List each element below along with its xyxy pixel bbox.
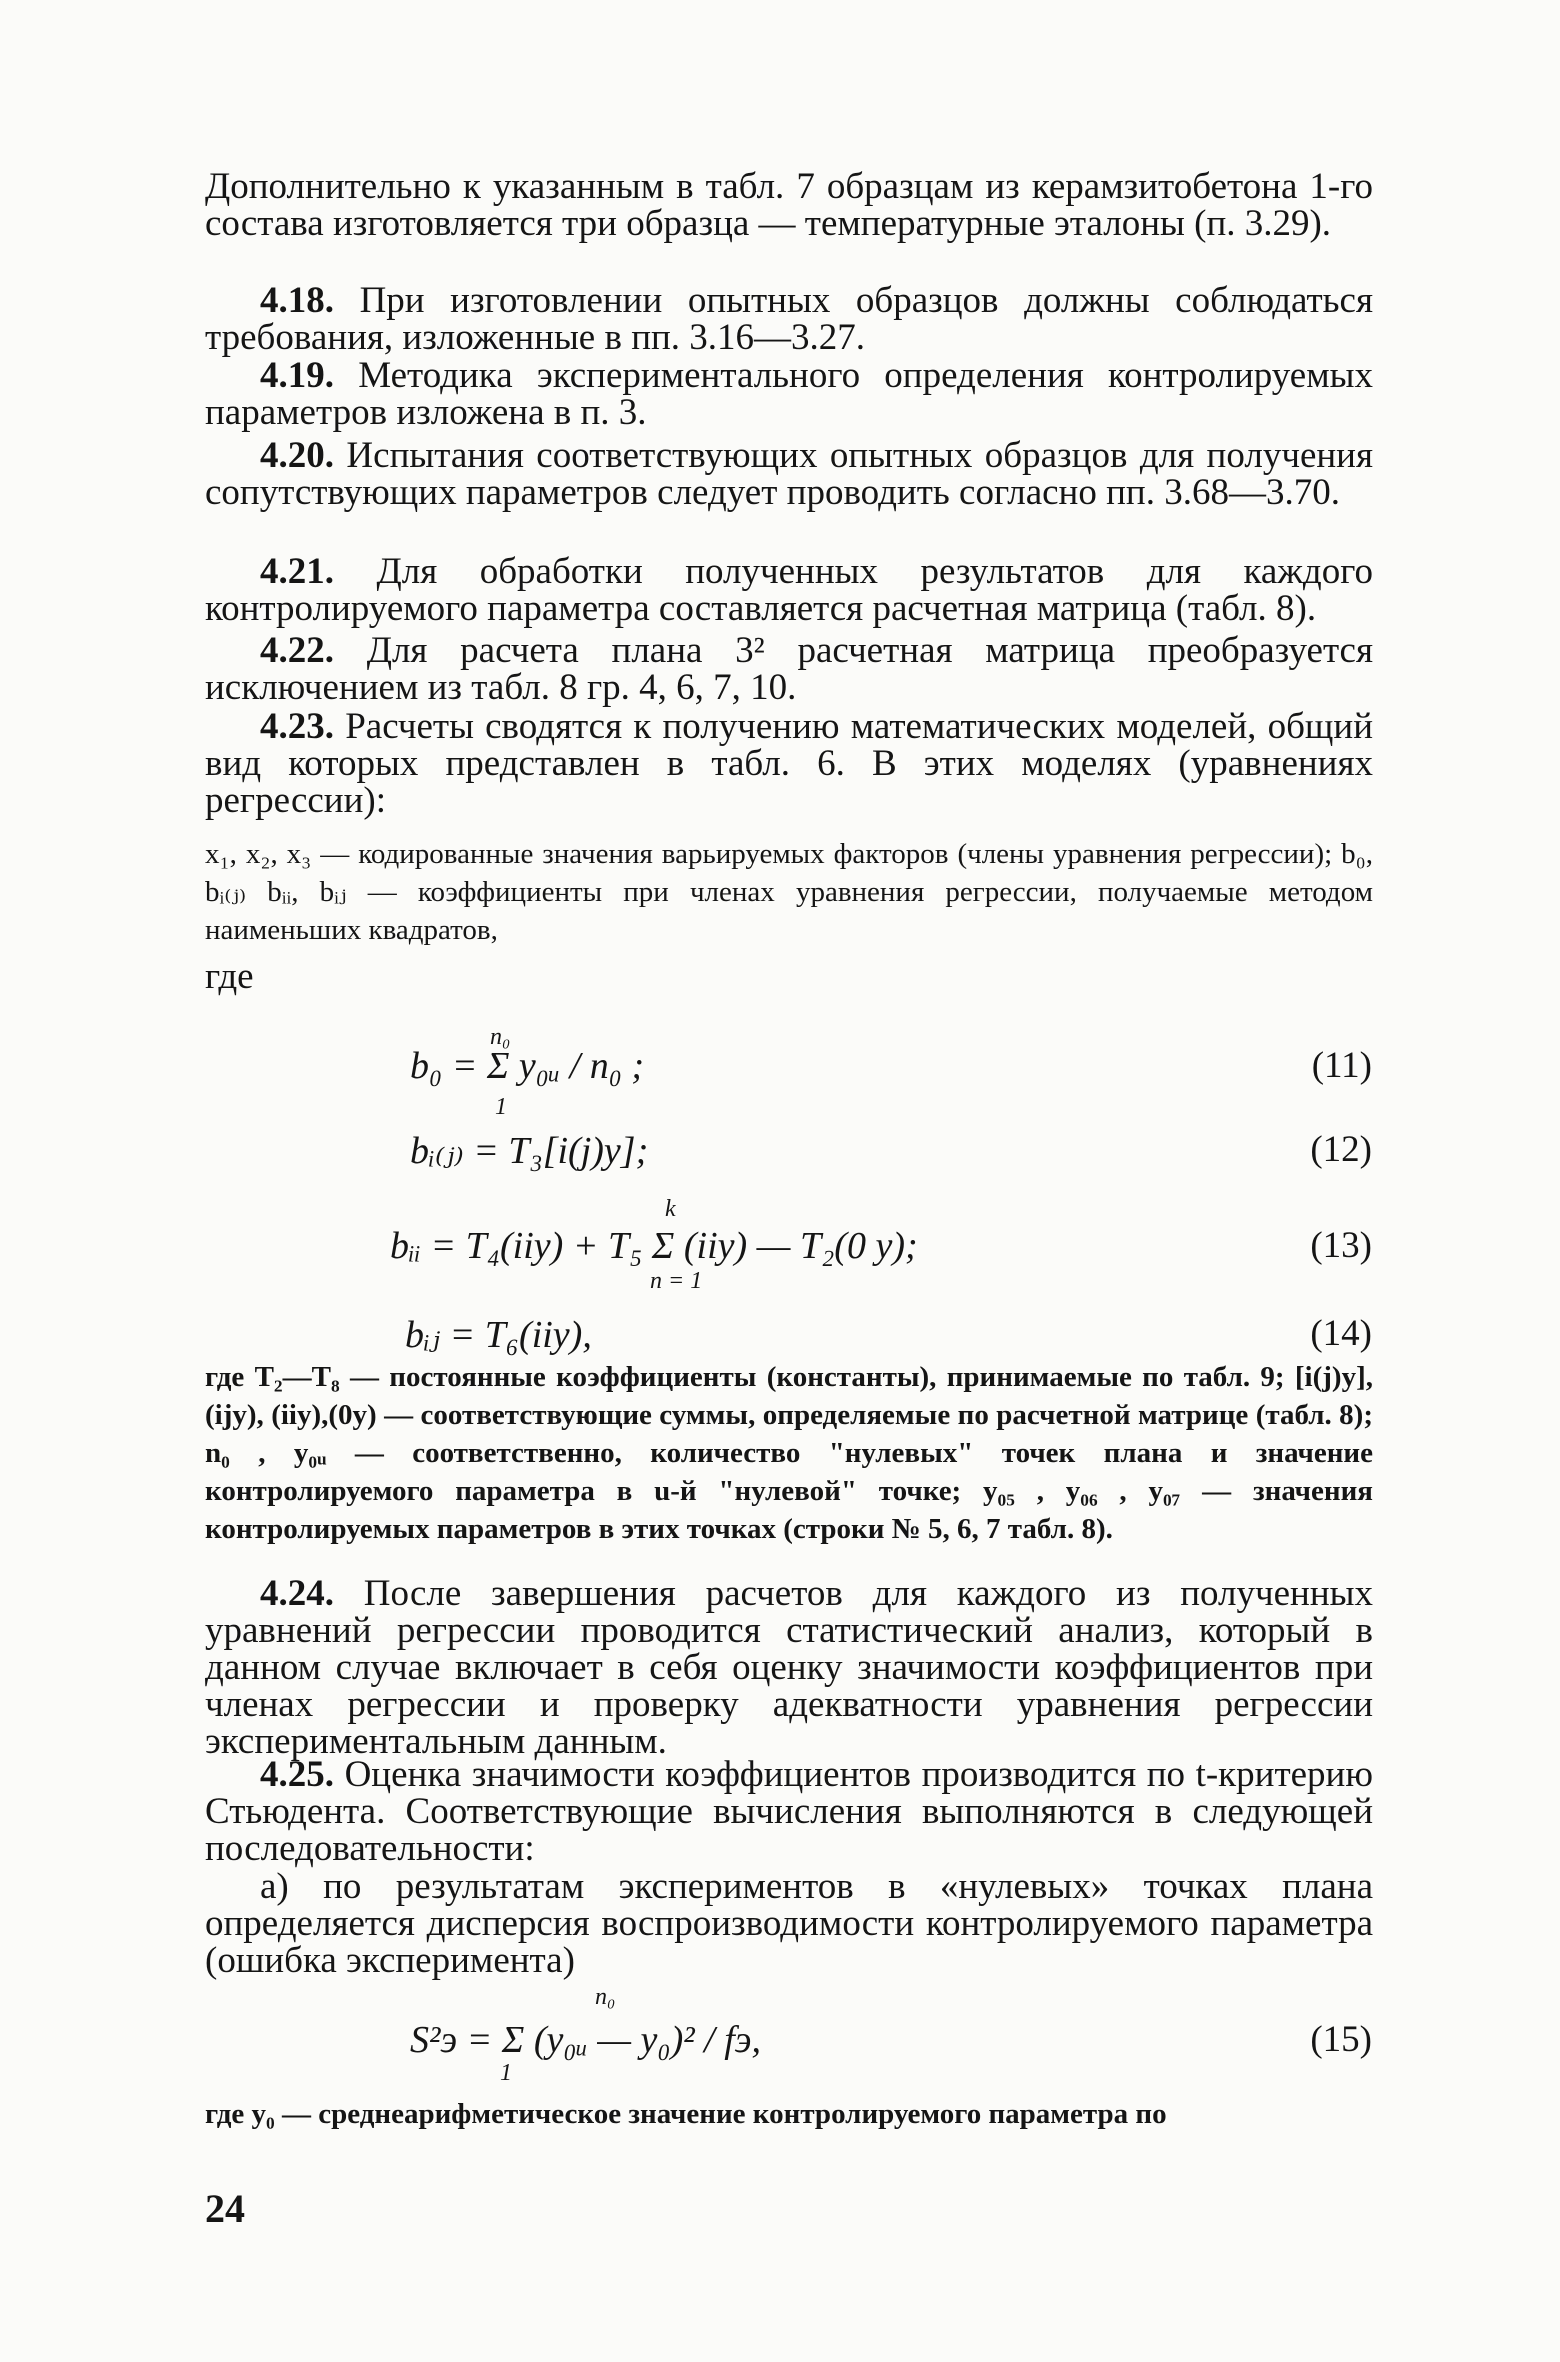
note-factors: x₁, x₂, x₃ — кодированные значения варьируемых факторов (члены уравнения регрессии); b₀, bᵢ₍ⱼ₎ bᵢᵢ, bᵢⱼ — коэффициенты при членах уравнения регрессии, получаемые методом наименьших квадратов, [205, 838, 1373, 946]
paragraph-4-24 [205, 1575, 1373, 1760]
paragraph-number: 4.24. [260, 1573, 334, 1614]
paragraph-4-19 [205, 357, 1373, 431]
paragraph-text: Испытания соответствующих опытных образцов для получения сопутствующих параметров следует проводить согласно пп. 3.68—3.70. [205, 435, 1373, 513]
formula-expression: bᵢⱼ = T₆(iiy), [405, 1314, 592, 1356]
where-label: где [205, 956, 254, 997]
formula-upper-limit: n₀ [490, 1024, 511, 1050]
paragraph-4-22 [205, 632, 1373, 706]
formula-lower-limit: n = 1 [650, 1268, 703, 1294]
formula-expression: b₀ = Σ y₀ᵤ / n₀ ; [410, 1045, 645, 1087]
paragraph-text: Методика экспериментального определения контролируемых параметров изложена в п. 3. [205, 355, 1373, 433]
note-constants: где T₂—T₈ — постоянные коэффициенты (константы), принимаемые по табл. 9; [i(j)y], (ijy), (iiy),(0y) — соответствующие суммы, определяемые по расчетной матрице (табл. 8); n₀ , y₀ᵤ — соответственно, количество "нулевых" точек плана и значение контролируемого параметра в u-й "нулевой" точке; y₀₅ , y₀₆ , y₀₇ — значения контролируемых параметров в этих точках (строки № 5, 6, 7 табл. 8). [205, 1361, 1373, 1545]
paragraph-4-23 [205, 708, 1373, 819]
formula-number: (11) [1311, 1045, 1372, 1086]
paragraph-4-21 [205, 553, 1373, 627]
paragraph-number: 4.23. [260, 706, 334, 747]
formula-expression: bᵢᵢ = T₄(iiy) + T₅ Σ (iiy) — T₂(0 y); [390, 1225, 918, 1267]
paragraph-text: Расчеты сводятся к получению математических моделей, общий вид которых представлен в табл. 6. В этих моделях (уравнениях регрессии): [205, 706, 1374, 821]
formula-upper-limit: n₀ [595, 1984, 616, 2010]
paragraph-number: 4.22. [260, 630, 334, 671]
formula-expression: S²э = Σ (y₀ᵤ — y₀)² / fэ, [410, 2019, 762, 2061]
paragraph-4-18 [205, 282, 1373, 356]
formula-upper-limit: k [665, 1196, 676, 1222]
paragraph-text: При изготовлении опытных образцов должны соблюдаться требования, изложенные в пп. 3.16—3.27. [205, 280, 1373, 358]
paragraph-text: Для обработки полученных результатов для каждого контролируемого параметра составляется расчетная матрица (табл. 8). [205, 551, 1373, 629]
paragraph-4-25 [205, 1756, 1373, 1867]
formula-expression: bᵢ₍ⱼ₎ = T₃[i(j)y]; [410, 1130, 649, 1172]
paragraph-a [205, 1868, 1373, 1979]
paragraph-number: 4.18. [260, 280, 334, 321]
paragraph-number: 4.21. [260, 551, 334, 592]
paragraph-number: 4.19. [260, 355, 334, 396]
paragraph-text: Оценка значимости коэффициентов производится по t-критерию Стьюдента. Соответствующие вычисления выполняются в следующей последовательности: [205, 1754, 1373, 1869]
paragraph-number: 4.20. [260, 435, 334, 476]
formula-number: (15) [1310, 2019, 1372, 2060]
formula-number: (12) [1310, 1129, 1372, 1170]
paragraph-4-20 [205, 437, 1373, 511]
formula-lower-limit: 1 [495, 1094, 507, 1120]
paragraph-number: 4.25. [260, 1754, 334, 1795]
paragraph-text: После завершения расчетов для каждого из полученных уравнений регрессии проводится статистический анализ, который в данном случае включает в себя оценку значимости коэффициентов при членах регрессии и проверку адекватности уравнения регрессии экспериментальным данным. [205, 1573, 1373, 1762]
formula-number: (13) [1310, 1225, 1372, 1266]
formula-lower-limit: 1 [500, 2060, 512, 2086]
paragraph-intro [205, 168, 1373, 242]
paragraph-text: Для расчета плана 3² расчетная матрица преобразуется исключением из табл. 8 гр. 4, 6, 7, 10. [205, 630, 1374, 708]
paragraph-text: а) по результатам экспериментов в «нулевых» точках плана определяется дисперсия воспроизводимости контролируемого параметра (ошибка эксперимента) [205, 1866, 1373, 1981]
note-mean: где y₀ — среднеарифметическое значение контролируемого параметра по [205, 2098, 1167, 2130]
formula-number: (14) [1310, 1313, 1372, 1354]
paragraph-text: Дополнительно к указанным в табл. 7 образцам из керамзитобетона 1-го состава изготовляется три образца — температурные эталоны (п. 3.29). [205, 166, 1373, 244]
page-number: 24 [205, 2186, 245, 2231]
